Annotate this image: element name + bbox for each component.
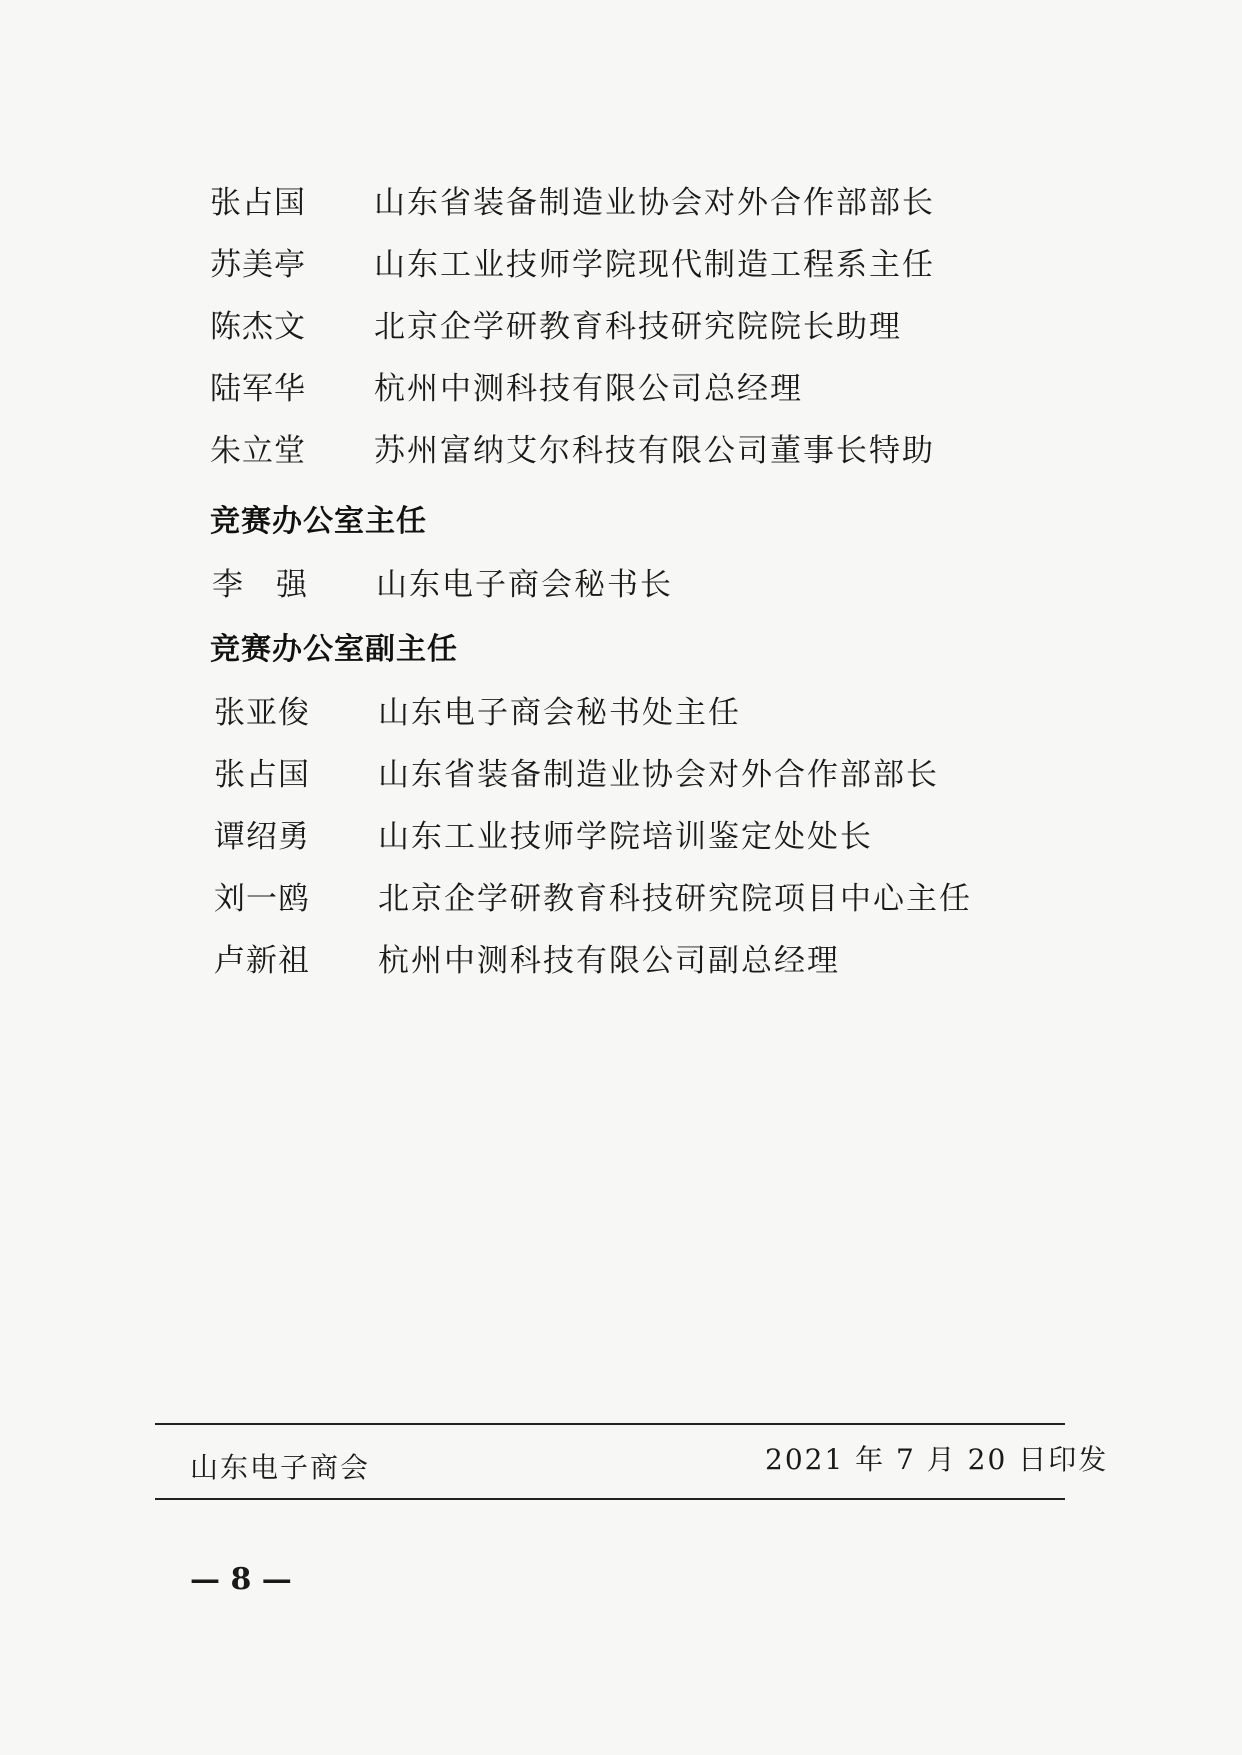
member-name: 张占国 [210, 185, 306, 221]
member-title: 山东电子商会秘书处主任 [378, 695, 741, 731]
footer-bottom-rule [155, 1498, 1065, 1500]
member-name: 朱立堂 [210, 433, 306, 469]
member-name: 苏美亭 [210, 247, 306, 283]
member-title: 山东省装备制造业协会对外合作部部长 [378, 757, 939, 793]
section-heading-office-director: 竞赛办公室主任 [210, 504, 427, 539]
page-number: — 8 — [190, 1562, 292, 1597]
section-heading-office-deputy-director: 竞赛办公室副主任 [210, 632, 458, 667]
footer-issuer: 山东电子商会 [190, 1451, 371, 1484]
member-title: 北京企学研教育科技研究院项目中心主任 [378, 881, 972, 917]
member-title: 山东工业技师学院培训鉴定处处长 [378, 819, 873, 855]
member-title: 杭州中测科技有限公司副总经理 [378, 943, 840, 979]
member-name: 陆军华 [210, 371, 306, 407]
member-title: 山东省装备制造业协会对外合作部部长 [374, 185, 935, 221]
member-title: 杭州中测科技有限公司总经理 [374, 371, 803, 407]
member-name: 张占国 [214, 757, 310, 793]
member-title: 山东电子商会秘书长 [376, 567, 673, 603]
member-name: 张亚俊 [214, 695, 310, 731]
footer-top-rule [155, 1423, 1065, 1425]
member-name: 卢新祖 [214, 943, 310, 979]
member-name: 刘一鸥 [214, 881, 310, 917]
member-name: 李 强 [212, 567, 308, 603]
member-name: 陈杰文 [210, 309, 306, 345]
member-title: 北京企学研教育科技研究院院长助理 [374, 309, 902, 345]
member-title: 苏州富纳艾尔科技有限公司董事长特助 [374, 433, 935, 469]
member-title: 山东工业技师学院现代制造工程系主任 [374, 247, 935, 283]
footer-issue-date: 2021 年 7 月 20 日印发 [765, 1443, 1109, 1476]
member-name: 谭绍勇 [214, 819, 310, 855]
